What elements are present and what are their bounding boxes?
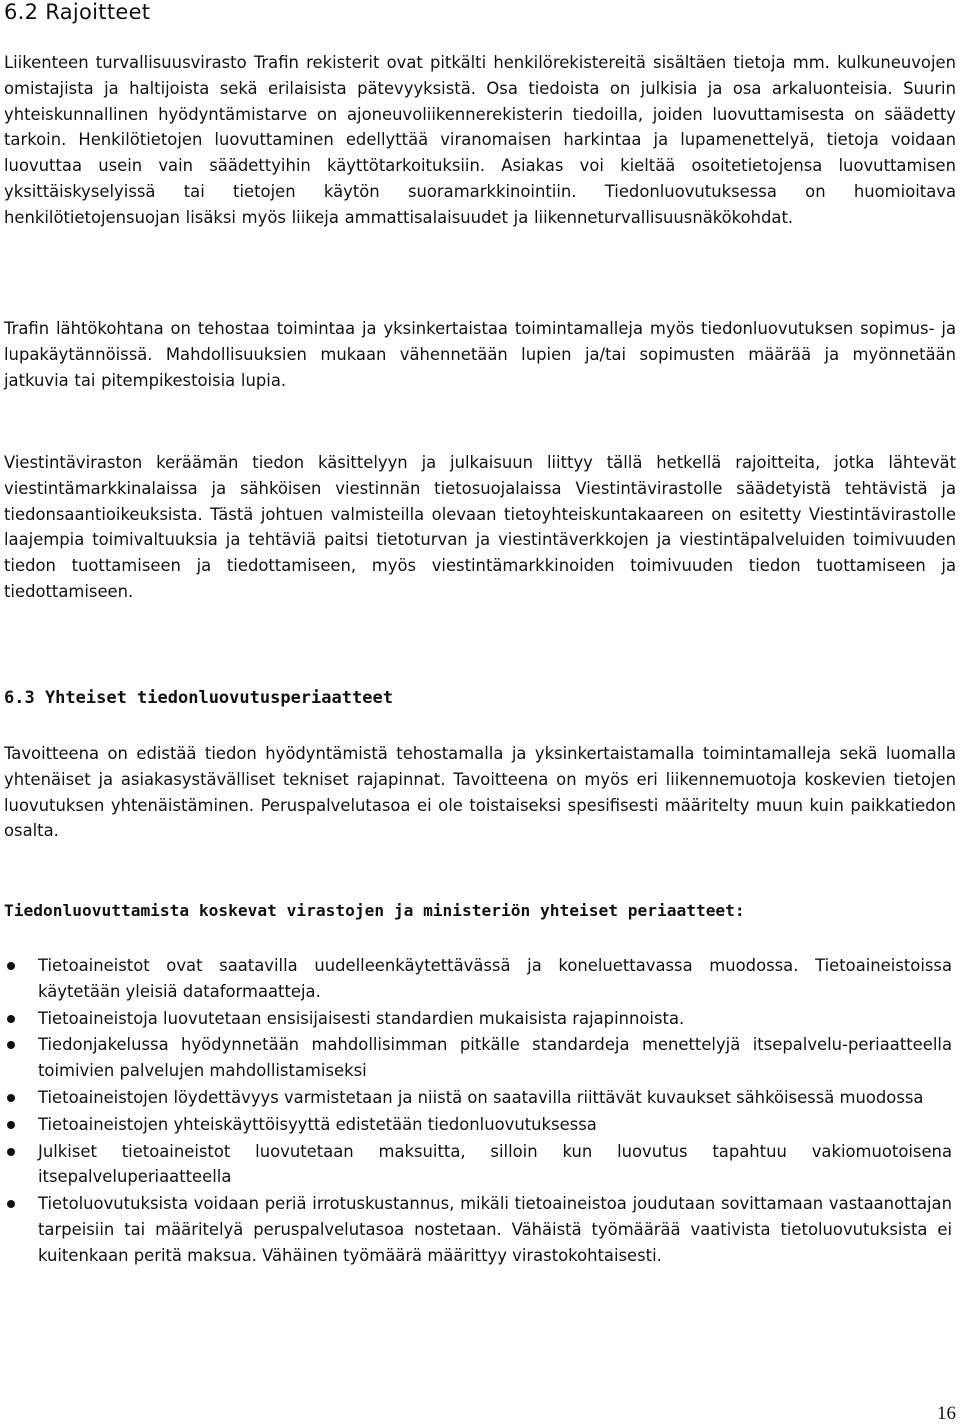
principles-list-title: Tiedonluovuttamista koskevat virastojen ja ministeriön yhteiset periaatteet: bbox=[4, 901, 745, 920]
section-heading-6-2: 6.2 Rajoitteet bbox=[4, 0, 151, 24]
list-item-text: Tietoaineistojen yhteiskäyttöisyyttä edistetään tiedonluovutuksessa bbox=[38, 1114, 597, 1134]
paragraph-restrictions-2: Trafin lähtökohtana on tehostaa toimintaa ja yksinkertaistaa toimintamalleja myös tiedonluovutuksen sopimus- ja lupakäytännöissä. Mahdollisuuksien mukaan vähennetään lupien ja/tai sopimusten määrää ja myönnetään jatkuvia tai pitempikestoisia lupia. bbox=[4, 319, 956, 390]
bullet-icon bbox=[7, 1121, 15, 1129]
paragraph-principles-intro: Tavoitteena on edistää tiedon hyödyntämistä tehostamalla ja yksinkertaistamalla toimintamalleja sekä luomalla yhtenäiset ja asiakasystävälliset tekniset rajapinnat. Tavoitteena on myös eri liikennemuotoja koskevien tietojen luovutuksen yhtenäistäminen. Peruspalvelutasoa ei ole toistaiseksi spesifisesti määritelty muun kuin paikkatiedon osalta. bbox=[4, 744, 956, 841]
list-item bbox=[38, 1032, 952, 1084]
bullet-icon bbox=[7, 1148, 15, 1156]
paragraph-restrictions-1: Liikenteen turvallisuusvirasto Trafin rekisterit ovat pitkälti henkilörekistereitä sisältäen tietoja mm. kulkuneuvojen omistajista ja haltijoista sekä erilaisista pätevyyksistä. Osa tiedoista on julkisia ja osa arkaluonteisia. Suurin yhteiskunnallinen hyödyntämistarve on ajoneuvoliikennerekisterin tiedoilla, joiden luovuttamisesta on säädetty tarkoin. Henkilötietojen luovuttaminen edellyttää viranomaisen harkintaa ja lupamenettelyä, tietoja voidaan luovuttaa usein vain säädettyihin käyttötarkoituksiin. Asiakas voi kieltää osoitetietojensa luovuttamisen yksittäiskyselyissä tai tietojen käytön suoramarkkinointiin. Tiedonluovutuksessa on huomioitava henkilötietojensuojan lisäksi myös liikeja ammattisalaisuudet ja liikenneturvallisuusnäkökohdat. bbox=[4, 53, 956, 227]
bullet-icon bbox=[7, 1094, 15, 1102]
list-item-text: Tietoaineistot ovat saatavilla uudelleenkäytettävässä ja koneluettavassa muodossa. Tietoaineistoissa käytetään yleisiä dataformaatteja. bbox=[38, 956, 952, 1001]
bullet-icon bbox=[7, 1015, 15, 1023]
page-number: 16 bbox=[937, 1403, 956, 1424]
list-item-text: Tiedonjakelussa hyödynnetään mahdollisimman pitkälle standardeja menettelyjä itsepalvelu-periaatteella toimivien palvelujen mahdollistamiseksi bbox=[38, 1035, 952, 1081]
list-item-text: Tietoaineistojen löydettävyys varmistetaan ja niistä on saatavilla riittävät kuvaukset sähköisessä muodossa bbox=[38, 1087, 924, 1107]
section-heading-6-3: 6.3 Yhteiset tiedonluovutusperiaatteet bbox=[4, 688, 393, 708]
list-item bbox=[38, 1085, 952, 1111]
list-item-text: Julkiset tietoaineistot luovutetaan maksuitta, silloin kun luovutus tapahtuu vakiomuotoisena itsepalveluperiaatteella bbox=[38, 1141, 952, 1187]
list-item-text: Tietoluovutuksista voidaan periä irrotuskustannus, mikäli tietoaineistoa joudutaan sovittamaan vastaanottajan tarpeisiin tai määritelyä peruspalvelutasoa nostetaan. Vähäistä työmäärää vaativista tietoluovutuksista ei kuitenkaan peritä maksua. Vähäinen työmäärä määrittyy virastokohtaisesti. bbox=[38, 1194, 952, 1265]
list-item bbox=[38, 1112, 952, 1138]
paragraph-restrictions-3: Viestintäviraston keräämän tiedon käsittelyyn ja julkaisuun liittyy tällä hetkellä rajoitteita, jotka lähtevät viestintämarkkinalaissa ja sähköisen viestinnän tietosuojalaissa Viestintävirastolle säädetyistä tehtävistä ja tiedonsaantioikeuksista. Tästä johtuen valmisteilla olevaan tietoyhteiskuntakaareen on esitetty Viestintävirastolle laajempia toimivaltuuksia ja tehtäviä paitsi tietoturvan ja viestintäverkkojen ja viestintäpalveluiden toimivuuden tiedon tuottamiseen ja tiedottamiseen, myös viestintämarkkinoiden toimivuuden tiedon tuottamiseen ja tiedottamiseen. bbox=[4, 453, 956, 601]
list-item bbox=[38, 1006, 952, 1032]
bullet-icon bbox=[7, 1200, 15, 1208]
list-item bbox=[38, 1191, 952, 1268]
bullet-icon bbox=[7, 962, 15, 970]
list-item bbox=[38, 1139, 952, 1191]
bullet-icon bbox=[7, 1041, 15, 1049]
principles-list bbox=[38, 953, 952, 1270]
list-item-text: Tietoaineistoja luovutetaan ensisijaisesti standardien mukaisista rajapinnoista. bbox=[38, 1008, 685, 1028]
list-item bbox=[38, 953, 952, 1005]
